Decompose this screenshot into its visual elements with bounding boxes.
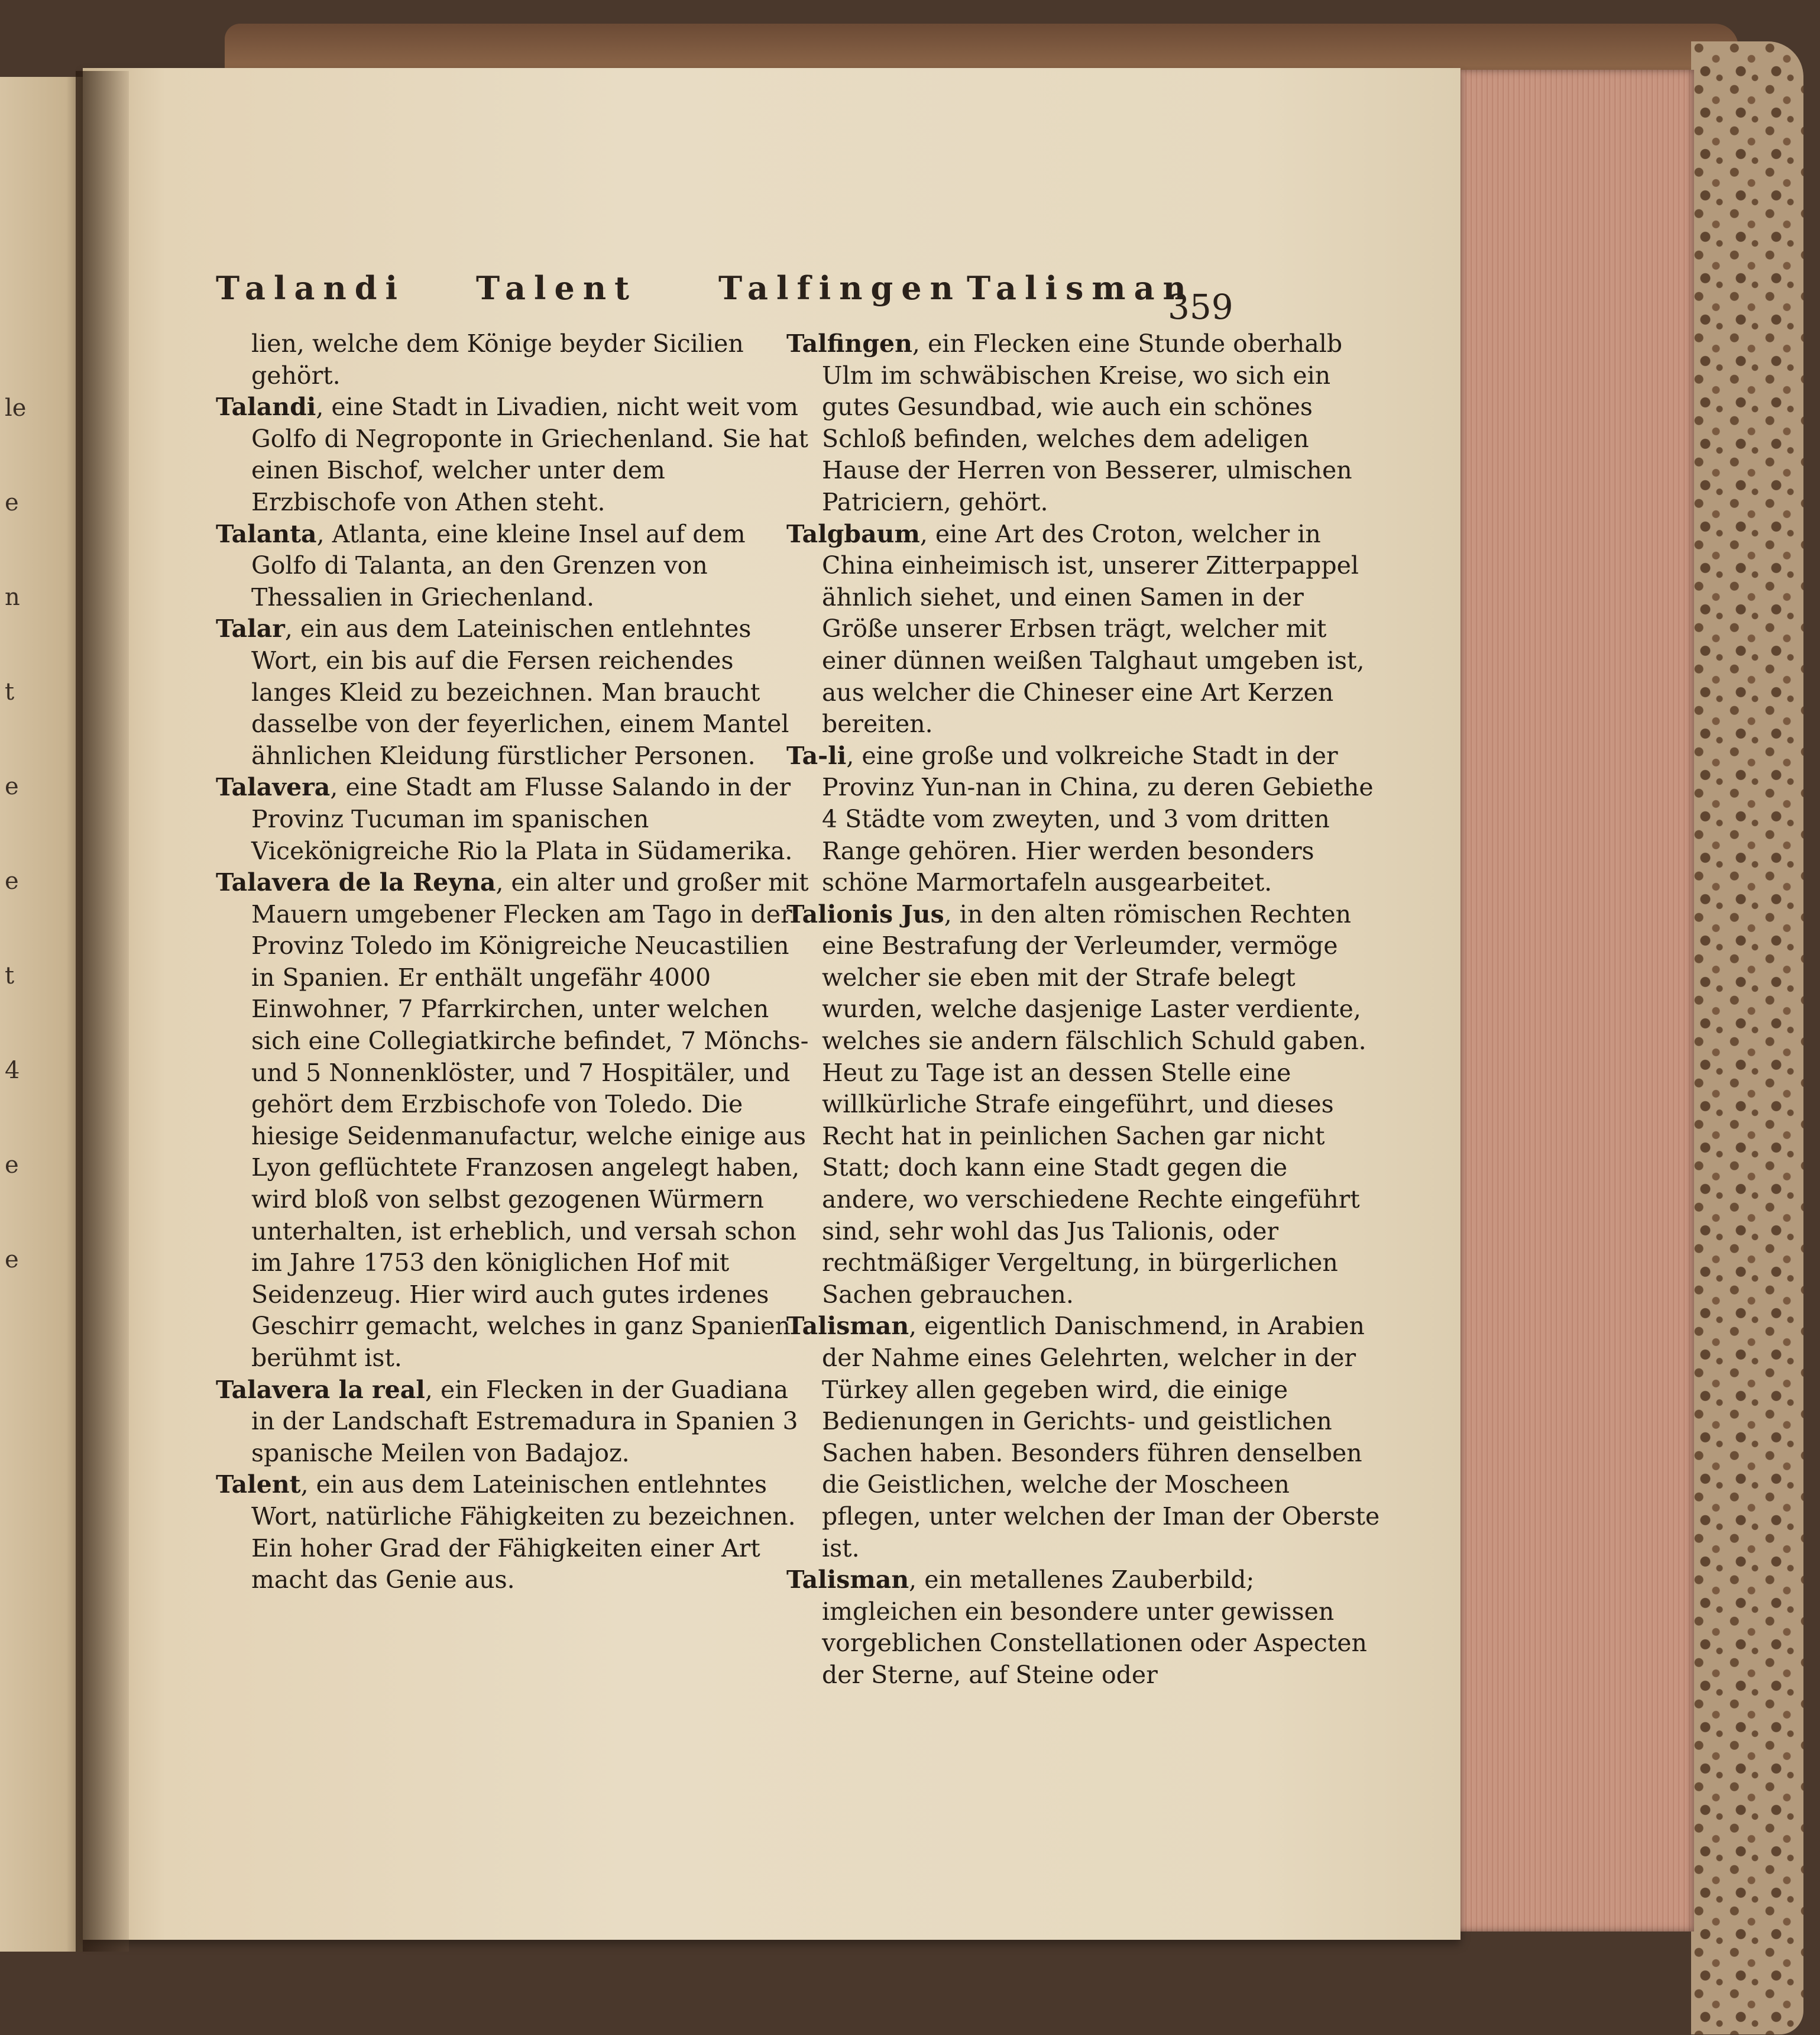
entry-text: , ein Flecken eine Stunde oberhalb Ulm im schwäbischen Kreise, wo sich ein gutes Gesundbad, wie auch ein schönes Schloß befinden, welches dem adeligen Hause der Herren von Besserer, ulmischen Patriciern, gehört. (822, 329, 1352, 516)
entry-lemma: Talavera (216, 773, 331, 802)
left-fragment: e (5, 1151, 19, 1179)
dictionary-entry (216, 328, 813, 392)
entry-text: , eine Stadt in Livadien, nicht weit vom Golfo di Negroponte in Griechenland. Sie hat einen Bischof, welcher unter dem Erzbischofe von Athen steht. (251, 393, 809, 516)
left-fragment: n (5, 584, 20, 611)
book-cover-right (1691, 41, 1803, 2034)
entry-text: , in den alten römischen Rechten eine Bestrafung der Verleumder, vermöge welcher sie eben mit der Strafe belegt wurden, welche dasjenige Laster verdiente, welches sie andern fälschlich Schuld gaben. Heut zu Tage ist an dessen Stelle eine willkürliche Strafe eingeführt, und dieses Recht hat in peinlichen Sachen gar nicht Statt; doch kann eine Stadt gegen die andere, wo verschiedene Rechte eingeführt sind, sehr wohl das Jus Talionis, oder rechtmäßiger Vergeltung, in bürgerlichen Sachen gebrauchen. (822, 900, 1366, 1309)
running-head (83, 269, 1460, 310)
dictionary-entry (786, 1311, 1387, 1564)
entry-lemma: Talar (216, 614, 285, 643)
left-fragment: e (5, 489, 19, 516)
entry-lemma: Talgbaum (786, 519, 920, 548)
spine-shadow (76, 71, 129, 1952)
entry-lemma: Talisman (786, 1312, 909, 1341)
left-fragment: 4 (5, 1057, 20, 1084)
entry-text: , eigentlich Danischmend, in Arabien der Nahme eines Gelehrten, welcher in der Türkey allen gegeben wird, die einige Bedienungen in Gerichts- und geistlichen Sachen haben. Besonders führen denselben die Geistlichen, welche der Moscheen pflegen, unter welchen der Iman der Oberste ist. (822, 1312, 1380, 1562)
dictionary-entry (786, 899, 1387, 1311)
entry-text: , ein metallenes Zauberbild; imgleichen ein besondere unter gewissen vorgeblichen Constellationen oder Aspecten der Sterne, auf Steine oder (822, 1565, 1367, 1689)
entry-text: lien, welche dem Könige beyder Sicilien gehört. (251, 329, 744, 390)
left-fragment: le (5, 394, 27, 422)
entry-lemma: Talent (216, 1470, 301, 1499)
entry-text: , ein Flecken in der Guadiana in der Landschaft Estremadura in Spanien 3 spanische Meilen von Badajoz. (251, 1375, 798, 1467)
entry-lemma: Talavera la real (216, 1375, 425, 1404)
dictionary-entry (786, 740, 1387, 899)
dictionary-entry (216, 1374, 813, 1470)
dictionary-entry (216, 1469, 813, 1596)
left-fragment: t (5, 678, 15, 706)
entry-text: , eine Stadt am Flusse Salando in der Provinz Tucuman im spanischen Vicekönigreiche Rio la Plata in Südamerika. (251, 773, 793, 865)
dictionary-entry (786, 519, 1387, 740)
dictionary-entry (216, 613, 813, 772)
entry-lemma: Talisman (786, 1565, 909, 1594)
entry-lemma: Talavera de la Reyna (216, 868, 496, 897)
entry-lemma: Talionis Jus (786, 900, 944, 928)
entry-lemma: Talandi (216, 393, 316, 422)
guide-word: Talent (476, 269, 638, 307)
guide-word: Talandi (216, 269, 406, 307)
entry-lemma: Ta-li (786, 741, 847, 770)
left-page-fragments (5, 361, 40, 1307)
dictionary-entry (786, 328, 1387, 519)
left-fragment: t (5, 962, 15, 989)
entry-lemma: Talanta (216, 519, 317, 548)
left-column (216, 328, 813, 1596)
left-fragment: e (5, 1246, 19, 1273)
entry-text: , ein aus dem Lateinischen entlehntes Wort, natürliche Fähigkeiten zu bezeichnen. Ein hoher Grad der Fähigkeiten einer Art macht das Genie aus. (251, 1470, 796, 1594)
dictionary-entry (216, 772, 813, 867)
dictionary-entry (786, 1564, 1387, 1691)
right-column (786, 328, 1387, 1691)
entry-text: , ein alter und großer mit Mauern umgebener Flecken am Tago in der Provinz Toledo im Königreiche Neucastilien in Spanien. Er enthält ungefähr 4000 Einwohner, 7 Pfarrkirchen, unter welchen sich eine Collegiatkirche befindet, 7 Mönchs- und 5 Nonnenklöster, und 7 Hospitäler, und gehört dem Erzbischofe von Toledo. Die hiesige Seidenmanufactur, welche einige aus Lyon geflüchtete Franzosen angelegt haben, wird bloß von selbst gezogenen Würmern unterhalten, ist erheblich, und versah schon im Jahre 1753 den königlichen Hof mit Seidenzeug. Hier wird auch gutes irdenes Geschirr gemacht, welches in ganz Spanien berühmt ist. (251, 868, 809, 1372)
entry-lemma: Talfingen (786, 329, 912, 358)
entry-text: , ein aus dem Lateinischen entlehntes Wort, ein bis auf die Fersen reichendes langes Kleid zu bezeichnen. Man braucht dasselbe von der feyerlichen, einem Mantel ähnlichen Kleidung fürstlicher Personen. (251, 614, 789, 770)
guide-word: Talisman (967, 269, 1194, 307)
dictionary-entry (216, 519, 813, 614)
entry-text: , eine Art des Croton, welcher in China einheimisch ist, unserer Zitterpappel ähnlich siehet, und einen Samen in der Größe unserer Erbsen trägt, welcher mit einer dünnen weißen Talghaut umgeben ist, aus welcher die Chineser eine Art Kerzen bereiten. (822, 519, 1365, 739)
left-fragment: e (5, 773, 19, 800)
left-fragment: e (5, 868, 19, 895)
left-page (0, 77, 83, 1952)
guide-word: Talfingen (718, 269, 961, 307)
page-number: 359 (1168, 287, 1233, 327)
entry-text: , Atlanta, eine kleine Insel auf dem Golfo di Talanta, an den Grenzen von Thessalien in Griechenland. (251, 519, 746, 612)
page-edges (1452, 70, 1694, 1932)
book-page (83, 68, 1460, 1940)
dictionary-entry (216, 867, 813, 1374)
entry-text: , eine große und volkreiche Stadt in der Provinz Yun-nan in China, zu deren Gebiethe 4 Städte vom zweyten, und 3 vom dritten Range gehören. Hier werden besonders schöne Marmortafeln ausgearbeitet. (822, 741, 1374, 897)
dictionary-entry (216, 392, 813, 518)
